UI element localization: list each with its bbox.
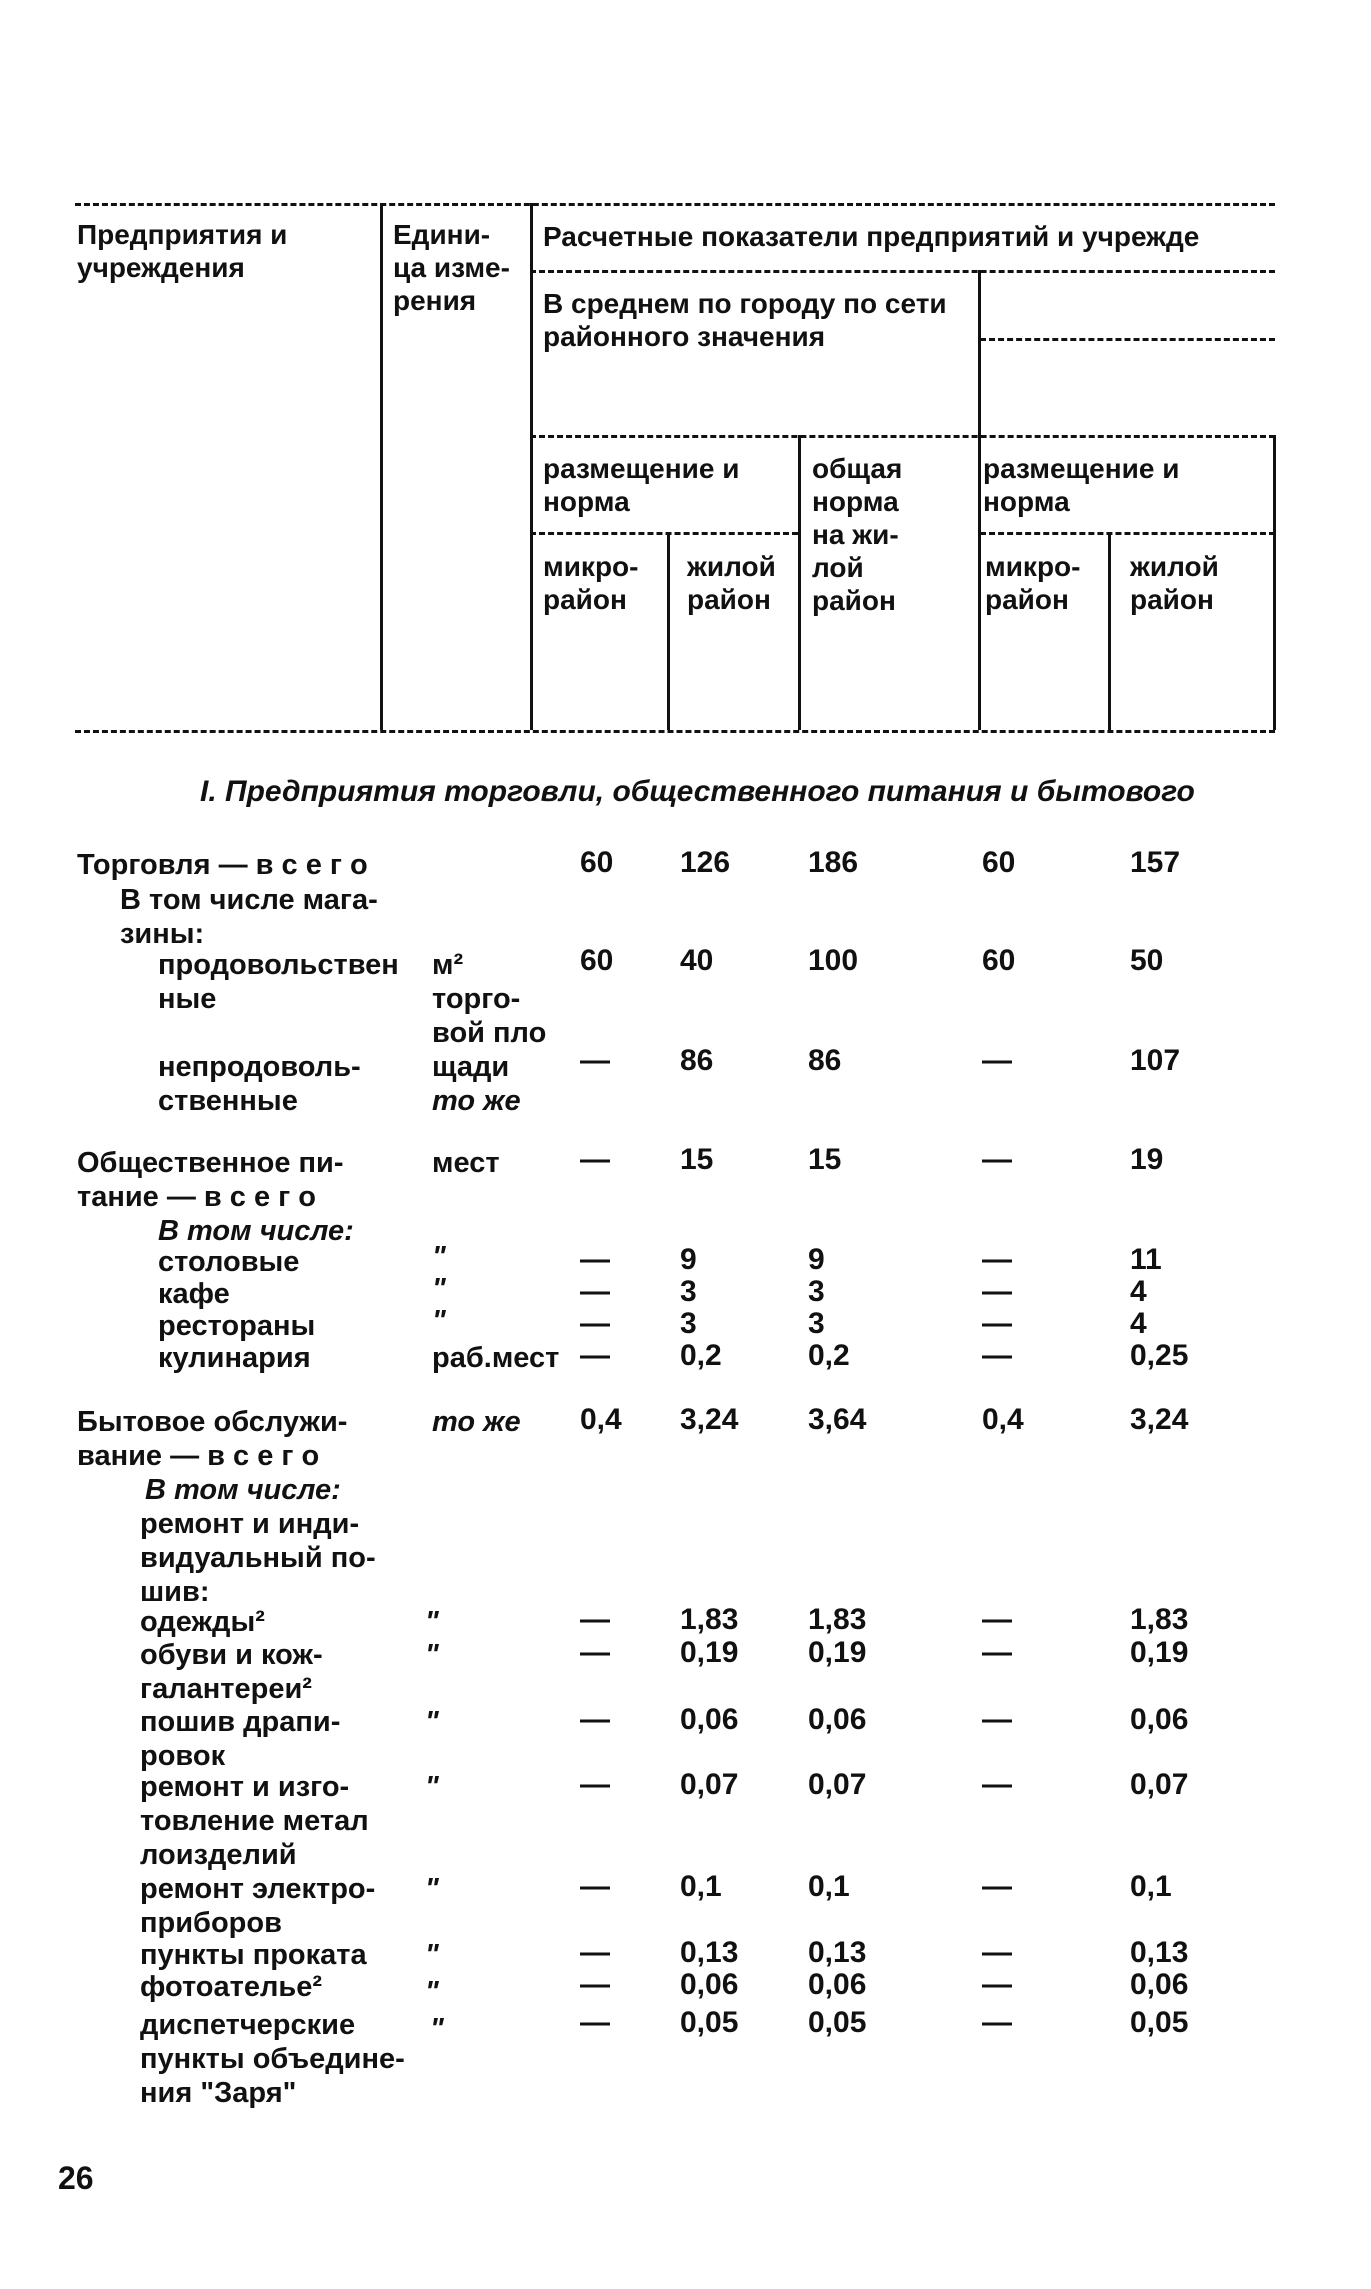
row-cafe-v5: 4 [1130,1275,1147,1308]
row-catering-v5: 19 [1130,1143,1164,1176]
row-shoes-v4: — [982,1636,1012,1669]
row-electro-unit: " [425,1873,439,1905]
row-cafe-v3: 3 [808,1275,825,1308]
row-dispatch-v1: — [580,2006,610,2039]
row-metal-unit: " [425,1771,439,1803]
header-placement: размещение и норма [543,453,740,517]
header-unit: Едини- ца изме- рения [393,219,510,316]
row-metal-v5: 0,07 [1130,1768,1189,1801]
row-clothes-name: одежды² [140,1606,265,1638]
row-food-v2: 40 [680,944,714,977]
row-canteens-v5: 11 [1130,1243,1162,1276]
row-trade-name: Торговля — в с е г о [77,849,368,881]
row-metal-v4: — [982,1768,1012,1801]
row-photo-v2: 0,06 [680,1968,739,2001]
row-electro-v1: — [580,1870,610,1903]
row-shoes-name: обуви и кож- галантереи² [140,1639,323,1705]
row-photo-v3: 0,06 [808,1968,867,2001]
row-photo-v5: 0,06 [1130,1968,1189,2001]
row-services-v1: 0,4 [580,1403,622,1436]
row-canteens-v4: — [982,1243,1012,1276]
header-rule-2 [980,338,1275,341]
row-culinary-v5: 0,25 [1130,1339,1189,1372]
row-canteens-name: столовые [158,1246,300,1278]
row-restaurants-v2: 3 [680,1307,697,1340]
row-culinary-unit: раб.мест [432,1342,560,1374]
row-photo-v1: — [580,1968,610,2001]
row-nonfood-name: непродоволь- ственные [158,1051,361,1117]
row-drapes-v4: — [982,1703,1012,1736]
row-electro-v5: 0,1 [1130,1870,1172,1903]
row-clothes-unit: " [425,1606,439,1638]
row-cafe-name: кафе [158,1278,230,1310]
row-drapes-unit: " [425,1706,439,1738]
row-electro-v3: 0,1 [808,1870,850,1903]
row-drapes-v5: 0,06 [1130,1703,1189,1736]
header-vline-5 [667,532,670,730]
header-vline-3 [978,270,981,730]
row-clothes-v3: 1,83 [808,1603,867,1636]
row-canteens-v3: 9 [808,1243,825,1276]
row-clothes-v2: 1,83 [680,1603,739,1636]
row-dispatch-v4: — [982,2006,1012,2039]
row-food-name: продовольствен ные [158,949,399,1015]
row-services-v3: 3,64 [808,1403,867,1436]
row-dispatch-v5: 0,05 [1130,2006,1189,2039]
header-bottom-rule [75,730,1275,733]
row-restaurants-v1: — [580,1307,610,1340]
header-top-rule [75,203,1275,206]
row-drapes-v2: 0,06 [680,1703,739,1736]
header-vline-7 [1273,435,1276,730]
row-dispatch-v2: 0,05 [680,2006,739,2039]
row-incl-2: В том числе: [145,1474,341,1506]
row-canteens-unit: " [432,1241,446,1273]
header-city-average: В среднем по городу по сети районного значения [543,288,947,352]
row-trade-v2: 126 [680,846,731,879]
row-restaurants-v4: — [982,1307,1012,1340]
header-rule-1 [530,270,1275,273]
row-rental-unit: " [425,1939,439,1971]
row-restaurants-v3: 3 [808,1307,825,1340]
row-food-v1: 60 [580,944,614,977]
row-food-unit: м² торго- вой пло щади [432,949,547,1083]
header-enterprises: Предприятия и учреждения [77,219,288,283]
row-services-v5: 3,24 [1130,1403,1189,1436]
row-culinary-name: кулинария [158,1342,311,1374]
row-incl-shops: В том числе мага- зины: [120,884,378,950]
row-catering-v3: 15 [808,1143,842,1176]
row-catering-v1: — [580,1143,610,1176]
row-food-v3: 100 [808,944,859,977]
row-cafe-v4: — [982,1275,1012,1308]
header-placement-2: размещение и норма [983,453,1180,517]
row-food-v5: 50 [1130,944,1164,977]
header-living-district: жилой район [687,551,776,615]
row-rental-name: пункты проката [140,1939,367,1971]
row-photo-v4: — [982,1968,1012,2001]
row-rental-v4: — [982,1936,1012,1969]
row-catering-unit: мест [432,1147,500,1179]
row-photo-unit: " [425,1976,439,2008]
row-trade-v4: 60 [982,846,1016,879]
row-culinary-v2: 0,2 [680,1339,722,1372]
header-vline-4 [798,435,801,730]
row-electro-v4: — [982,1870,1012,1903]
header-rule-3 [530,435,1275,438]
row-nonfood-v3: 86 [808,1044,842,1077]
row-services-v2: 3,24 [680,1403,739,1436]
row-catering-v4: — [982,1143,1012,1176]
row-shoes-v5: 0,19 [1130,1636,1189,1669]
row-trade-v1: 60 [580,846,614,879]
row-nonfood-v1: — [580,1044,610,1077]
header-living-district-2: жилой район [1130,551,1219,615]
row-dispatch-v3: 0,05 [808,2006,867,2039]
row-drapes-v3: 0,06 [808,1703,867,1736]
row-electro-name: ремонт электро- приборов [140,1873,376,1939]
header-rule-5 [980,532,1275,535]
row-services-v4: 0,4 [982,1403,1024,1436]
row-dispatch-name: диспетчерские пункты объедине- ния "Заря" [140,2009,405,2109]
header-vline-2 [530,203,533,730]
row-clothes-v4: — [982,1603,1012,1636]
row-nonfood-v5: 107 [1130,1044,1181,1077]
row-services-unit: то же [432,1406,521,1438]
row-cafe-unit: " [432,1273,446,1305]
header-vline-6 [1108,532,1111,730]
row-drapes-name: пошив драпи- ровок [140,1706,341,1772]
row-shoes-v2: 0,19 [680,1636,739,1669]
row-services-name: Бытовое обслужи- вание — в с е г о [77,1406,348,1472]
row-cafe-v2: 3 [680,1275,697,1308]
row-culinary-v3: 0,2 [808,1339,850,1372]
row-clothes-v5: 1,83 [1130,1603,1189,1636]
row-rental-v5: 0,13 [1130,1936,1189,1969]
header-vline-1 [380,203,383,730]
row-clothes-v1: — [580,1603,610,1636]
row-repair-intro: ремонт и инди- видуальный по- шив: [140,1508,376,1608]
row-trade-v3: 186 [808,846,859,879]
row-catering-v2: 15 [680,1143,714,1176]
page-number: 26 [58,2160,94,2196]
row-shoes-v1: — [580,1636,610,1669]
row-metal-name: ремонт и изго- товление метал лоизделий [140,1771,369,1871]
row-restaurants-unit: " [432,1305,446,1337]
row-canteens-v1: — [580,1243,610,1276]
row-trade-v5: 157 [1130,846,1181,879]
section-title: I. Предприятия торговли, общественного питания и бытового [200,775,1195,808]
row-culinary-v1: — [580,1339,610,1372]
row-drapes-v1: — [580,1703,610,1736]
header-rule-4 [530,532,798,535]
row-nonfood-v4: — [982,1044,1012,1077]
row-metal-v2: 0,07 [680,1768,739,1801]
header-total-norm: общая норма на жи- лой район [812,453,903,616]
row-metal-v3: 0,07 [808,1768,867,1801]
row-nonfood-v2: 86 [680,1044,714,1077]
header-calc-indicators: Расчетные показатели предприятий и учрежде [543,221,1200,252]
row-incl-1: В том числе: [158,1215,354,1247]
row-restaurants-name: рестораны [158,1310,316,1342]
row-electro-v2: 0,1 [680,1870,722,1903]
row-rental-v3: 0,13 [808,1936,867,1969]
row-dispatch-unit: " [430,2013,444,2045]
row-nonfood-unit: то же [432,1085,521,1117]
header-microdistrict-2: микро- район [985,551,1081,615]
row-cafe-v1: — [580,1275,610,1308]
row-restaurants-v5: 4 [1130,1307,1147,1340]
row-rental-v2: 0,13 [680,1936,739,1969]
row-shoes-v3: 0,19 [808,1636,867,1669]
row-metal-v1: — [580,1768,610,1801]
row-rental-v1: — [580,1936,610,1969]
row-canteens-v2: 9 [680,1243,697,1276]
row-photo-name: фотоателье² [140,1971,323,2003]
row-culinary-v4: — [982,1339,1012,1372]
header-microdistrict: микро- район [543,551,639,615]
row-catering-name: Общественное пи- тание — в с е г о [77,1147,344,1213]
row-food-v4: 60 [982,944,1016,977]
row-shoes-unit: " [425,1639,439,1671]
